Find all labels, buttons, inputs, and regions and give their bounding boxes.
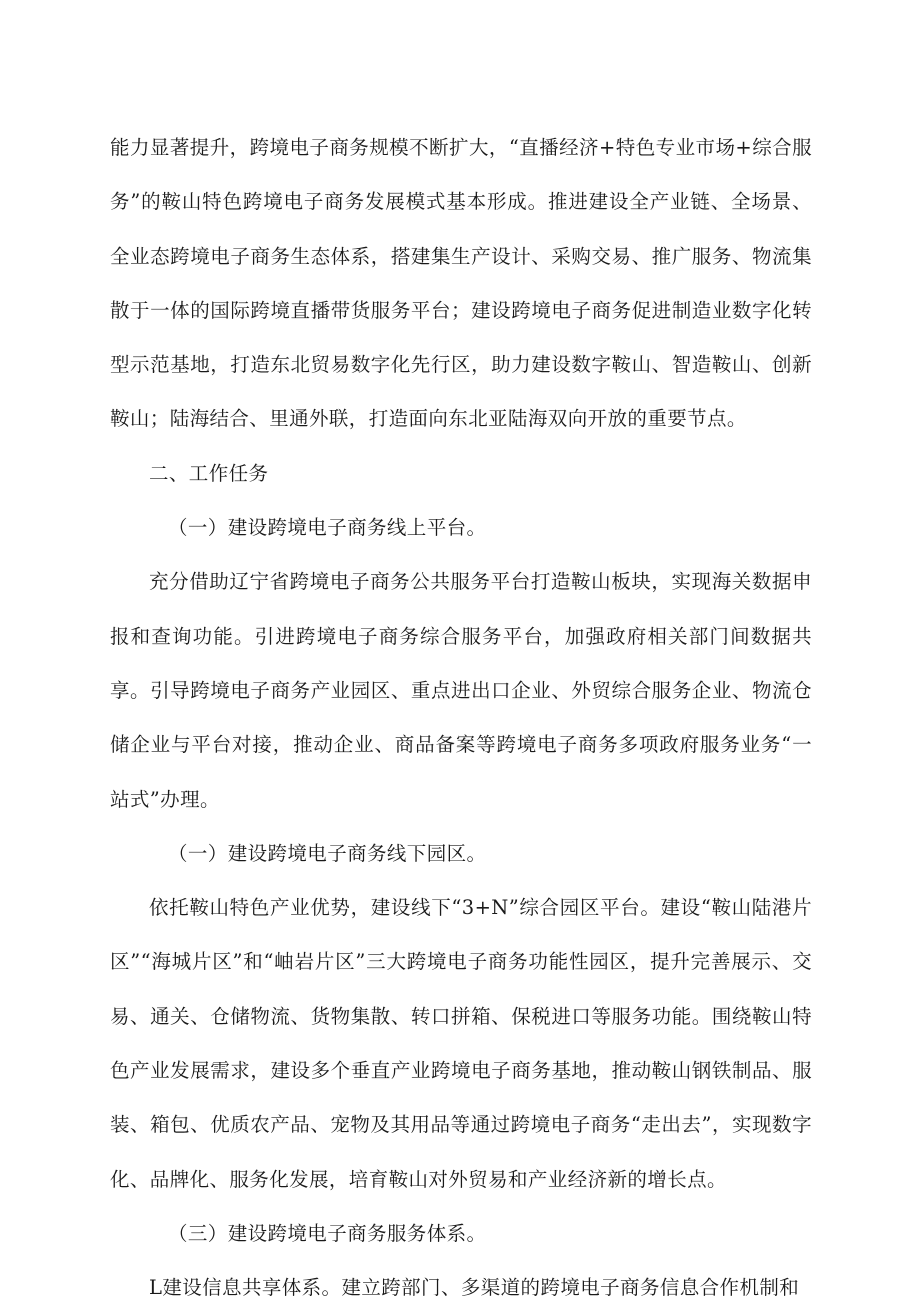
offline-park-paragraph: 依托鞍山特色产业优势，建设线下“3+N”综合园区平台。建设“鞍山陆港片区”“海城片区”和“岫岩片区”三大跨境电子商务功能性园区，提升完善展示、交易、通关、仓储物流、货物集散、转口拼箱、保税进口等服务功能。围绕鞍山特色产业发展需求，建设多个垂直产业跨境电子商务基地，推动鞍山钢铁制品、服装、箱包、优质农产品、宠物及其用品等通过跨境电子商务“走出去”，实现数字化、品牌化、服务化发展，培育鞍山对外贸易和产业经济新的增长点。 (110, 896, 812, 1191)
intro-paragraph: 能力显著提升，跨境电子商务规模不断扩大，“直播经济+特色专业市场+综合服务”的鞍山特色跨境电子商务发展模式基本形成。推进建设全产业链、全场景、全业态跨境电子商务生态体系，搭建集生产设计、采购交易、推广服务、物流集散于一体的国际跨境直播带货服务平台；建设跨境电子商务促进制造业数字化转型示范基地，打造东北贸易数字化先行区，助力建设数字鞍山、智造鞍山、创新鞍山；陆海结合、里通外联，打造面向东北亚陆海双向开放的重要节点。 (110, 136, 812, 431)
subsection-heading-offline-park: （一）建设跨境电子商务线下园区。 (168, 841, 487, 865)
service-system-paragraph: L建设信息共享体系。建立跨部门、多渠道的跨境电子商务信息合作机制和 (149, 1276, 800, 1300)
subsection-heading-service-system: （三）建设跨境电子商务服务体系。 (168, 1221, 487, 1245)
online-platform-paragraph: 充分借助辽宁省跨境电子商务公共服务平台打造鞍山板块，实现海关数据申报和查询功能。引进跨境电子商务综合服务平台，加强政府相关部门间数据共享。引导跨境电子商务产业园区、重点进出口企业、外贸综合服务企业、物流仓储企业与平台对接，推动企业、商品备案等跨境电子商务多项政府服务业务“一站式”办理。 (110, 570, 812, 811)
document-body (110, 121, 812, 1316)
section-heading-work-tasks: 二、工作任务 (149, 461, 269, 485)
subsection-heading-online-platform: （一）建设跨境电子商务线上平台。 (168, 516, 487, 540)
